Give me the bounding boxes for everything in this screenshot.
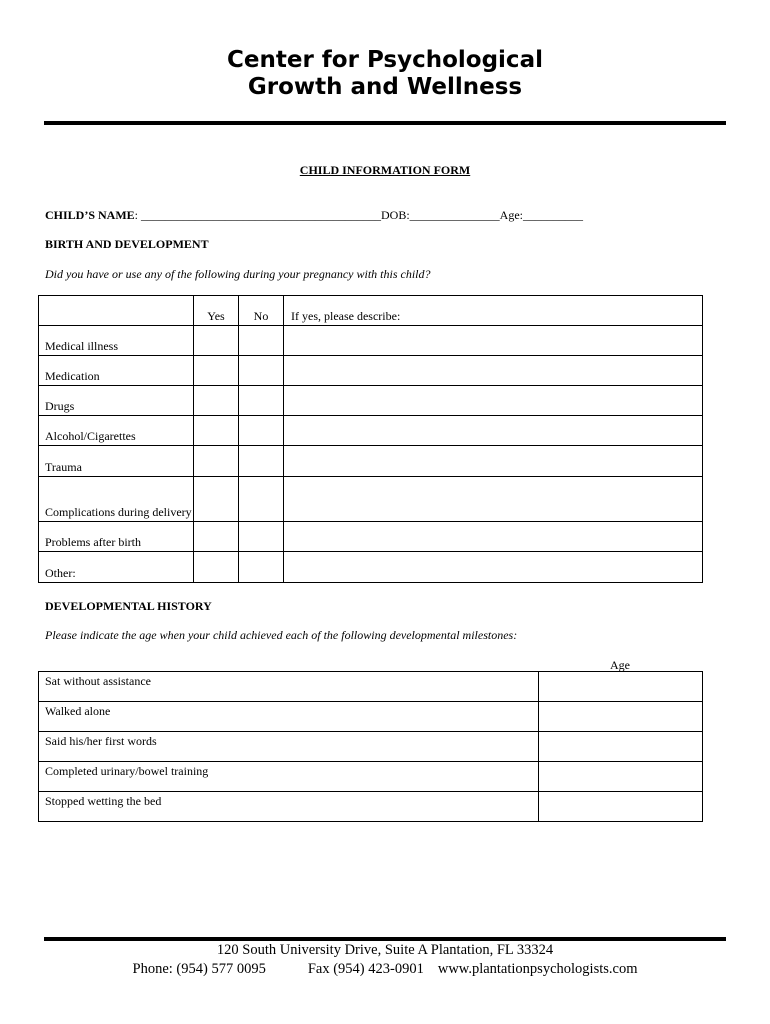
birth-question: Did you have or use any of the following during your pregnancy with this child? [45,267,431,281]
birth-section-heading: BIRTH AND DEVELOPMENT [45,237,209,251]
table-row [38,326,703,356]
table-row [38,671,703,702]
milestone-label: Sat without assistance [45,674,151,688]
developmental-instruction: Please indicate the age when your child achieved each of the following developmental milestones: [45,628,518,642]
table-row [38,732,703,762]
describe-cell[interactable] [283,416,702,445]
describe-cell[interactable] [283,522,702,551]
no-cell[interactable] [238,522,283,551]
describe-cell[interactable] [283,386,702,415]
footer-phone: Phone: (954) 577 0095 [132,961,266,977]
form-title: CHILD INFORMATION FORM [299,163,471,177]
footer-address: 120 South University Drive, Suite A Plantation, FL 33324 [216,942,554,958]
yes-cell[interactable] [193,356,238,385]
describe-cell[interactable] [283,552,702,582]
no-cell[interactable] [238,477,283,521]
org-title-line1: Center for Psychological [227,47,543,73]
table-row [38,522,703,552]
describe-cell[interactable] [283,326,702,355]
milestone-label: Completed urinary/bowel training [45,764,209,778]
table-row [38,552,703,583]
footer-contact [0,961,770,978]
no-cell[interactable] [238,326,283,355]
table-row [38,446,703,477]
milestone-label: Said his/her first words [45,734,157,748]
yes-cell[interactable] [193,326,238,355]
describe-cell[interactable] [283,356,702,385]
no-cell[interactable] [238,552,283,582]
no-cell[interactable] [238,386,283,415]
milestones-table [38,671,703,822]
age-cell[interactable] [538,702,702,731]
footer-divider [44,937,726,941]
table-row [38,386,703,416]
row-label: Medication [45,369,100,383]
table-row [38,792,703,822]
yes-cell[interactable] [193,477,238,521]
age-cell[interactable] [538,672,702,701]
no-cell[interactable] [238,416,283,445]
age-cell[interactable] [538,792,702,821]
header-divider [44,121,726,125]
table-row [38,477,703,522]
row-label: Complications during delivery [45,505,192,519]
describe-column-header: If yes, please describe: [283,296,702,325]
table-row [38,762,703,792]
yes-cell[interactable] [193,386,238,415]
table-row [38,416,703,446]
row-label: Drugs [45,399,75,413]
footer-fax: Fax (954) 423-0901 [307,961,424,977]
milestone-label: Stopped wetting the bed [45,794,162,808]
table-row [38,356,703,386]
child-info-blanks[interactable]: : ________________________________________DOB:_______________Age:__________ [134,208,584,222]
yes-column-header: Yes [193,296,238,325]
yes-cell[interactable] [193,416,238,445]
row-label: Alcohol/Cigarettes [45,429,136,443]
yes-cell[interactable] [193,552,238,582]
describe-cell[interactable] [283,446,702,476]
no-column-header: No [238,296,283,325]
header-blank-cell [39,296,193,325]
row-label: Medical illness [45,339,118,353]
no-cell[interactable] [238,356,283,385]
row-label: Other: [45,566,76,580]
age-column-header: Age [610,658,630,672]
table-row [38,702,703,732]
age-cell[interactable] [538,762,702,791]
footer-website[interactable]: www.plantationpsychologists.com [437,961,638,977]
child-info-line [45,208,583,223]
pregnancy-table-header [38,295,703,326]
child-name-label: CHILD’S NAME [45,208,135,222]
describe-cell[interactable] [283,477,702,521]
row-label: Problems after birth [45,535,141,549]
no-cell[interactable] [238,446,283,476]
milestone-label: Walked alone [45,704,111,718]
developmental-section-heading: DEVELOPMENTAL HISTORY [45,599,212,613]
yes-cell[interactable] [193,522,238,551]
org-title-line2: Growth and Wellness [247,74,523,100]
yes-cell[interactable] [193,446,238,476]
row-label: Trauma [45,460,82,474]
pregnancy-table [38,295,703,583]
age-cell[interactable] [538,732,702,761]
